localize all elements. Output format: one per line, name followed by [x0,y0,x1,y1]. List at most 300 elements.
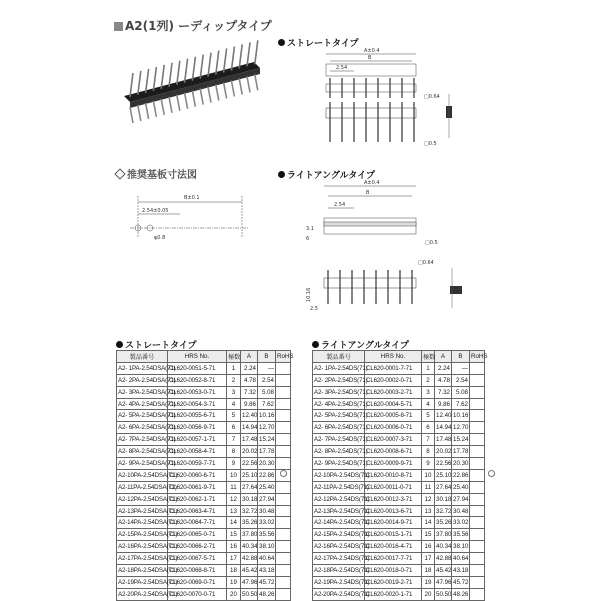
hrs-number-cell: CL620-0062-1-71 [168,493,227,505]
hrs-number-cell: CL620-0017-7-71 [365,553,422,565]
hrs-number-cell: CL620-0068-8-71 [168,565,227,577]
part-number-cell: A2-12PA-2.54DSA(71) [117,493,168,505]
rohs-cell [470,458,485,470]
ra-dim-6-label: 6 [306,236,310,242]
straight-table-title-text: ストレートタイプ [125,341,197,351]
hrs-number-cell: CL620-0003-2-71 [365,386,422,398]
dim-b-cell: 25.40 [258,481,276,493]
pin-top [255,40,258,64]
pin-count-cell: 8 [422,446,435,458]
dim-a-cell: 50.50 [435,588,452,600]
rohs-cell [470,588,485,600]
right-angle-drawing [300,178,490,318]
part-number-cell: A2-19PA-2.54DSA(71) [117,576,168,588]
pin-count-cell: 1 [422,362,435,374]
ra-dim-05-label: □0.5 [425,240,438,246]
rohs-cell [470,374,485,386]
pcb-layout-drawing [120,186,270,256]
part-number-cell: A2-20PA-2.54DS(71) [313,588,365,600]
hrs-number-cell: CL620-0055-6-71 [168,410,227,422]
pin-count-cell: 5 [227,410,241,422]
rohs-cell [276,576,291,588]
bullet-icon [312,341,319,348]
part-number-cell: A2- 1PA-2.54DS(71) [313,362,365,374]
pin-bottom [224,83,227,99]
hrs-number-cell: CL620-0051-5-71 [168,362,227,374]
rohs-cell [276,529,291,541]
column-header: 製品番号 [313,351,365,363]
dim-b-cell: 38.10 [452,541,470,553]
dim-b-cell: 43.18 [258,565,276,577]
pin-count-cell: 17 [422,553,435,565]
part-number-cell: A2-15PA-2.54DSA(71) [117,529,168,541]
pin-count-cell: 19 [227,576,241,588]
table-row [117,541,291,553]
table-row [313,362,485,374]
hrs-number-cell: CL620-0012-3-71 [365,493,422,505]
pin-count-cell: 4 [422,398,435,410]
part-number-cell: A2- 2PA-2.54DSA(71) [117,374,168,386]
dim-b-cell: 17.78 [452,446,470,458]
ra-dim-pitch-label: 2.54 [334,202,346,208]
part-number-cell: A2-13PA-2.54DS(71) [313,505,365,517]
dim-b-cell: 27.94 [452,493,470,505]
hrs-number-cell: CL620-0006-0-71 [365,422,422,434]
pin-top [239,44,242,68]
hrs-number-cell: CL620-0015-1-71 [365,529,422,541]
pin-count-cell: 14 [227,517,241,529]
hrs-number-cell: CL620-0059-7-71 [168,458,227,470]
hrs-number-cell: CL620-0054-3-71 [168,398,227,410]
part-number-cell: A2-15PA-2.54DS(71) [313,529,365,541]
dim-b-cell: 22.86 [258,469,276,481]
pin-count-cell: 18 [422,565,435,577]
ra-dim-31-label: 3.1 [306,226,314,232]
rohs-cell [276,362,291,374]
table-row [313,493,485,505]
pin-count-cell: 7 [422,434,435,446]
table-row [313,517,485,529]
rohs-cell [470,481,485,493]
hrs-number-cell: CL620-0064-7-71 [168,517,227,529]
dim-a-cell: 12.40 [435,410,452,422]
part-number-cell: A2- 9PA-2.54DS(71) [313,458,365,470]
part-number-cell: A2-11PA-2.54DSA(71) [117,481,168,493]
part-number-cell: A2-14PA-2.54DS(71) [313,517,365,529]
bullet-icon [278,39,285,46]
table-row [313,588,485,600]
table-row [313,410,485,422]
part-number-cell: A2-11PA-2.54DS(71) [313,481,365,493]
rohs-cell [470,565,485,577]
dim-a-cell: 22.56 [241,458,258,470]
part-number-cell: A2- 4PA-2.54DS(71) [313,398,365,410]
pin-count-cell: 2 [227,374,241,386]
hrs-number-cell: CL620-0066-2-71 [168,541,227,553]
dim-a-cell: 14.94 [241,422,258,434]
part-number-cell: A2- 7PA-2.54DS(71) [313,434,365,446]
table-row [313,529,485,541]
column-header: A [435,351,452,363]
dim-a-cell: 12.40 [241,410,258,422]
column-header: 極数 [227,351,241,363]
pin-bottom [161,99,164,115]
part-number-cell: A2- 5PA-2.54DSA(71) [117,410,168,422]
part-number-cell: A2- 3PA-2.54DSA(71) [117,386,168,398]
dim-b-cell: 10.16 [258,410,276,422]
dim-b-cell: 17.78 [258,446,276,458]
straight-diagram-title-text: ストレートタイプ [287,39,359,49]
rohs-cell [276,434,291,446]
dim-a-cell: 30.18 [241,493,258,505]
pin-bottom [146,103,149,119]
table-row [313,576,485,588]
hrs-number-cell: CL620-0070-0-71 [168,588,227,600]
table-row [313,374,485,386]
pin-count-cell: 14 [422,517,435,529]
dim-b-cell: 2.54 [452,374,470,386]
pin-count-cell: 11 [227,481,241,493]
hrs-number-cell: CL620-0005-8-71 [365,410,422,422]
dim-a-cell: 42.88 [241,553,258,565]
dim-a-cell: 20.02 [241,446,258,458]
column-header: A [241,351,258,363]
pin-count-cell: 11 [422,481,435,493]
rohs-cell [470,517,485,529]
rohs-cell [470,493,485,505]
pin-top [146,69,149,93]
pin-count-cell: 1 [227,362,241,374]
dim-a-cell: 40.34 [241,541,258,553]
dim-a-cell: 17.48 [435,434,452,446]
hrs-number-cell: CL620-0016-4-71 [365,541,422,553]
dim-b-cell: 35.56 [452,529,470,541]
table-row [313,458,485,470]
dim-b-cell: 7.62 [452,398,470,410]
pin-bottom [153,101,156,117]
dim-a-cell: 9.86 [435,398,452,410]
ra-dim-b-label: B [366,190,370,196]
part-number-cell: A2-20PA-2.54DSA(71) [117,588,168,600]
table-row [117,576,291,588]
table-row [313,434,485,446]
dim-a-cell: 47.96 [435,576,452,588]
dim-b-cell: 25.40 [452,481,470,493]
pin-count-cell: 13 [422,505,435,517]
column-header: HRS No. [168,351,227,363]
table-row [313,553,485,565]
dim-b-cell: 27.94 [258,493,276,505]
dim-a-cell: 27.64 [241,481,258,493]
rohs-cell [470,576,485,588]
hrs-number-cell: CL620-0009-9-71 [365,458,422,470]
dim-pitch-label: 2.54 [336,65,348,71]
ra-dim-25-label: 2.5 [310,306,318,312]
ra-dim-1016-label: 10.16 [306,287,312,302]
table-header-row [117,351,291,363]
dim-a-cell: 25.10 [435,469,452,481]
dim-a-cell: 45.42 [435,565,452,577]
dim-b-cell: 5.08 [258,386,276,398]
hrs-number-cell: CL620-0010-8-71 [365,469,422,481]
rohs-cell [470,386,485,398]
rohs-cell [276,565,291,577]
pin-bottom [216,85,219,101]
part-number-cell: A2-18PA-2.54DS(71) [313,565,365,577]
part-number-cell: A2-17PA-2.54DS(71) [313,553,365,565]
hrs-number-cell: CL620-0063-4-71 [168,505,227,517]
dim-a-cell: 32.72 [435,505,452,517]
pcb-layout-title-text: 推奨基板寸法図 [127,170,197,181]
dim-b-cell: 12.70 [258,422,276,434]
dim-a-cell: 37.80 [435,529,452,541]
rohs-cell [276,386,291,398]
hrs-number-cell: CL620-0058-4-71 [168,446,227,458]
page-title [114,17,272,34]
dim-a-cell: 14.94 [435,422,452,434]
pin-bottom [231,80,234,96]
dim-a-cell: 47.96 [241,576,258,588]
table-row [117,362,291,374]
table-row [117,529,291,541]
rohs-cell [470,553,485,565]
dim-b-cell: 30.48 [258,505,276,517]
binder-hole-right [488,470,495,477]
bullet-icon [116,341,123,348]
rohs-cell [276,374,291,386]
rohs-cell [470,434,485,446]
table-row [117,553,291,565]
pin-count-cell: 8 [227,446,241,458]
pin-bottom [169,97,172,113]
dim-a-cell: 40.34 [435,541,452,553]
pin-top [224,49,227,73]
dim-a-cell: 17.48 [241,434,258,446]
dim-a-label: A±0.4 [364,48,380,54]
part-number-cell: A2-12PA-2.54DS(71) [313,493,365,505]
rohs-cell [470,362,485,374]
part-number-cell: A2- 9PA-2.54DSA(71) [117,458,168,470]
pin-bottom [200,89,203,105]
table-row [313,446,485,458]
rohs-cell [276,422,291,434]
dim-a-cell: 37.80 [241,529,258,541]
rohs-cell [470,398,485,410]
pin-count-cell: 15 [422,529,435,541]
pin-bottom [192,91,195,107]
rohs-cell [276,458,291,470]
pin-top [177,61,180,85]
table-row [313,541,485,553]
hrs-number-cell: CL620-0057-1-71 [168,434,227,446]
table-row [117,458,291,470]
rohs-cell [276,410,291,422]
dim-b-cell: 20.30 [258,458,276,470]
dim-a-cell: 25.10 [241,469,258,481]
hrs-number-cell: CL620-0053-0-71 [168,386,227,398]
dim-b-cell: 40.64 [452,553,470,565]
pin-count-cell: 15 [227,529,241,541]
hrs-number-cell: CL620-0067-5-71 [168,553,227,565]
hrs-number-cell: CL620-0061-9-71 [168,481,227,493]
bullet-icon [278,171,285,178]
dim-b-label: B [368,55,372,61]
part-number-cell: A2-10PA-2.54DSA(71) [117,469,168,481]
pin-count-cell: 4 [227,398,241,410]
pin-count-cell: 12 [422,493,435,505]
dim-b-cell: 33.02 [258,517,276,529]
rohs-cell [276,446,291,458]
dim-05-label: □0.5 [424,141,437,147]
pin-top [216,51,219,75]
hrs-number-cell: CL620-0002-0-71 [365,374,422,386]
dim-b-cell: 38.10 [258,541,276,553]
dim-a-cell: 22.56 [435,458,452,470]
column-header: 極数 [422,351,435,363]
column-header: HRS No. [365,351,422,363]
table-row [117,565,291,577]
dim-a-cell: 9.86 [241,398,258,410]
pin-count-cell: 5 [422,410,435,422]
rohs-cell [470,505,485,517]
pin-top [169,63,172,87]
dim-a-cell: 42.88 [435,553,452,565]
table-row [313,398,485,410]
rohs-cell [470,541,485,553]
table-row [117,505,291,517]
table-row [117,446,291,458]
pcb-layout-title [116,166,197,181]
dim-b-cell: 48.26 [258,588,276,600]
square-bullet-icon [114,22,123,31]
pin-count-cell: 10 [227,469,241,481]
dim-b-cell: 35.56 [258,529,276,541]
dim-b-cell: 45.72 [258,576,276,588]
right-angle-table-title-text: ライトアングルタイプ [321,341,409,351]
pin-bottom [239,78,242,94]
pin-top [138,71,141,95]
dim-b-cell: 30.48 [452,505,470,517]
dim-b-cell: — [258,362,276,374]
rohs-cell [276,493,291,505]
dim-b-cell: 5.08 [452,386,470,398]
hrs-number-cell: CL620-0007-3-71 [365,434,422,446]
table-row [117,481,291,493]
pin-bottom [185,93,188,109]
part-number-cell: A2- 6PA-2.54DSA(71) [117,422,168,434]
hrs-number-cell: CL620-0018-0-71 [365,565,422,577]
rohs-cell [470,410,485,422]
column-header: RoHS [470,351,485,363]
pin-bottom [177,95,180,111]
straight-spec-table [116,350,294,601]
pin-top [153,67,156,91]
part-number-cell: A2-10PA-2.54DS(71) [313,469,365,481]
table-row [117,434,291,446]
straight-type-drawing [306,46,476,158]
table-row [117,410,291,422]
column-header: 製品番号 [117,351,168,363]
part-number-cell: A2- 4PA-2.54DSA(71) [117,398,168,410]
pin-top [130,73,133,97]
pin-count-cell: 12 [227,493,241,505]
right-angle-spec-table [312,350,488,601]
column-header: RoHS [276,351,291,363]
rohs-cell [276,505,291,517]
dim-a-cell: 2.24 [435,362,452,374]
dim-a-cell: 30.18 [435,493,452,505]
pin-count-cell: 3 [227,386,241,398]
part-number-cell: A2- 8PA-2.54DSA(71) [117,446,168,458]
ra-dim-a-label: A±0.4 [364,180,380,186]
pin-bottom [208,87,211,103]
pin-count-cell: 7 [227,434,241,446]
dim-a-cell: 27.64 [435,481,452,493]
dim-b-cell: 12.70 [452,422,470,434]
dim-pitch-tol-label: 2.54±0.05 [142,208,169,214]
pin-count-cell: 16 [227,541,241,553]
rohs-cell [470,529,485,541]
pin-top [247,42,250,66]
pin-top [208,53,211,77]
rohs-cell [276,517,291,529]
product-photo [116,44,266,124]
table-row [313,481,485,493]
pin-count-cell: 13 [227,505,241,517]
hrs-number-cell: CL620-0069-0-71 [168,576,227,588]
pin-count-cell: 10 [422,469,435,481]
dim-a-cell: 35.26 [435,517,452,529]
pin-count-cell: 2 [422,374,435,386]
rohs-cell [470,469,485,481]
ra-dim-064-label: □0.64 [418,260,434,266]
dim-b-cell: 45.72 [452,576,470,588]
part-number-cell: A2-14PA-2.54DSA(71) [117,517,168,529]
dim-a-cell: 4.78 [435,374,452,386]
rohs-cell [276,398,291,410]
dim-b-cell: 15.24 [452,434,470,446]
table-row [313,386,485,398]
hrs-number-cell: CL620-0004-5-71 [365,398,422,410]
dim-b-cell: 10.16 [452,410,470,422]
pin-bottom [130,107,133,123]
dim-b-cell: 43.18 [452,565,470,577]
hrs-number-cell: CL620-0001-7-71 [365,362,422,374]
table-row [313,505,485,517]
part-number-cell: A2- 7PA-2.54DSA(71) [117,434,168,446]
hrs-number-cell: CL620-0056-9-71 [168,422,227,434]
hrs-number-cell: CL620-0020-1-71 [365,588,422,600]
part-number-cell: A2-16PA-2.54DSA(71) [117,541,168,553]
dim-a-cell: 4.78 [241,374,258,386]
pin-count-cell: 9 [422,458,435,470]
part-number-cell: A2- 3PA-2.54DS(71) [313,386,365,398]
table-row [313,565,485,577]
part-number-cell: A2-19PA-2.54DS(71) [313,576,365,588]
hrs-number-cell: CL620-0011-0-71 [365,481,422,493]
dim-a-cell: 7.32 [435,386,452,398]
pin-count-cell: 18 [227,565,241,577]
rohs-cell [276,553,291,565]
pin-top [185,59,188,83]
pin-count-cell: 20 [227,588,241,600]
table-header-row [313,351,485,363]
dim-a-cell: 32.72 [241,505,258,517]
pin-count-cell: 6 [227,422,241,434]
dim-a-cell: 35.26 [241,517,258,529]
part-number-cell: A2- 1PA-2.54DSA(71) [117,362,168,374]
dim-b-cell: 22.86 [452,469,470,481]
